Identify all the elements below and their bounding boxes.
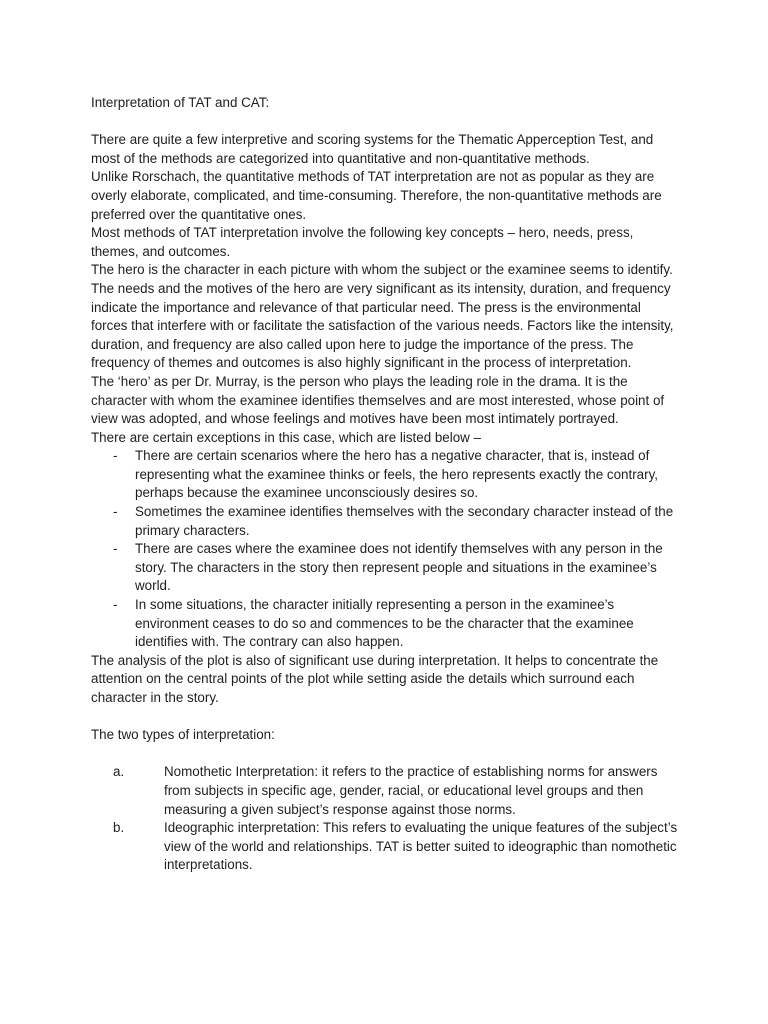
list-item-text: Ideographic interpretation: This refers to evaluating the unique features of the subject’s view of the world and relationships. TAT is better suited to ideographic than nomothetic interpretations. xyxy=(164,820,678,873)
spacer xyxy=(91,113,681,132)
list-item-text: Sometimes the examinee identifies themselves with the secondary character instead of the primary characters. xyxy=(135,504,674,538)
interpretation-types-list xyxy=(91,763,681,875)
list-marker: - xyxy=(113,504,118,520)
paragraph-rorschach: Unlike Rorschach, the quantitative methods of TAT interpretation are not as popular as they are overly elaborate, complicated, and time-consuming. Therefore, the non-quantitative methods are preferred over the quantitative ones. xyxy=(91,169,662,222)
list-item-text: In some situations, the character initially representing a person in the examinee’s environment ceases to do so and commences to be the character that the examinee identifies with. The contrary can also happen. xyxy=(135,597,634,650)
list-marker: b. xyxy=(113,820,125,836)
paragraph-murray-hero: The ‘hero’ as per Dr. Murray, is the person who plays the leading role in the drama. It is the character with whom the examinee identifies themselves and are most interested, whose point of view was adopted, and whose feelings and motives have been most intimately portrayed. xyxy=(91,373,665,427)
list-marker: - xyxy=(113,541,118,557)
document-page xyxy=(91,94,681,875)
paragraph-exceptions-intro: There are certain exceptions in this case, which are listed below – xyxy=(91,429,482,445)
exceptions-list xyxy=(91,447,681,652)
list-item xyxy=(91,540,681,596)
paragraph-scoring-systems: There are quite a few interpretive and scoring systems for the Thematic Apperception Test, and most of the methods are categorized into quantitative and non-quantitative methods. xyxy=(91,132,654,166)
paragraph-plot-analysis: The analysis of the plot is also of significant use during interpretation. It helps to concentrate the attention on the central points of the plot while setting aside the details which surround each character in the story. xyxy=(91,652,659,705)
paragraph-key-concepts: Most methods of TAT interpretation involve the following key concepts – hero, needs, press, themes, and outcomes. xyxy=(91,225,634,259)
list-marker: - xyxy=(113,597,118,613)
spacer xyxy=(91,745,681,764)
list-marker: - xyxy=(113,448,118,464)
list-item-text: There are certain scenarios where the hero has a negative character, that is, instead of representing what the examinee thinks or feels, the hero represents exactly the contrary, perhaps because the examinee unconsciously desires so. xyxy=(135,448,659,501)
list-item xyxy=(91,763,681,819)
types-heading: The two types of interpretation: xyxy=(91,727,275,743)
list-item xyxy=(91,447,681,503)
spacer xyxy=(91,708,681,727)
list-item-text: There are cases where the examinee does not identify themselves with any person in the story. The characters in the story then represent people and situations in the examinee’s world. xyxy=(135,541,663,594)
paragraph-hero-definition: The hero is the character in each picture with whom the subject or the examinee seems to identify. The needs and the motives of the hero are very significant as its intensity, duration, and frequency indicate the importance and relevance of that particular need. The press is the environmental forces that interfere with or facilitate the satisfaction of the various needs. Factors like the intensity, duration, and frequency are also called upon here to judge the importance of the press. The frequency of themes and outcomes is also highly significant in the process of interpretation. xyxy=(91,262,674,371)
list-marker: a. xyxy=(113,764,125,780)
list-item xyxy=(91,596,681,652)
list-item xyxy=(91,503,681,540)
list-item xyxy=(91,819,681,875)
list-item-text: Nomothetic Interpretation: it refers to the practice of establishing norms for answers from subjects in specific age, gender, racial, or educational level groups and then measuring a given subject’s response against those norms. xyxy=(164,764,658,817)
document-title: Interpretation of TAT and CAT: xyxy=(91,95,270,110)
